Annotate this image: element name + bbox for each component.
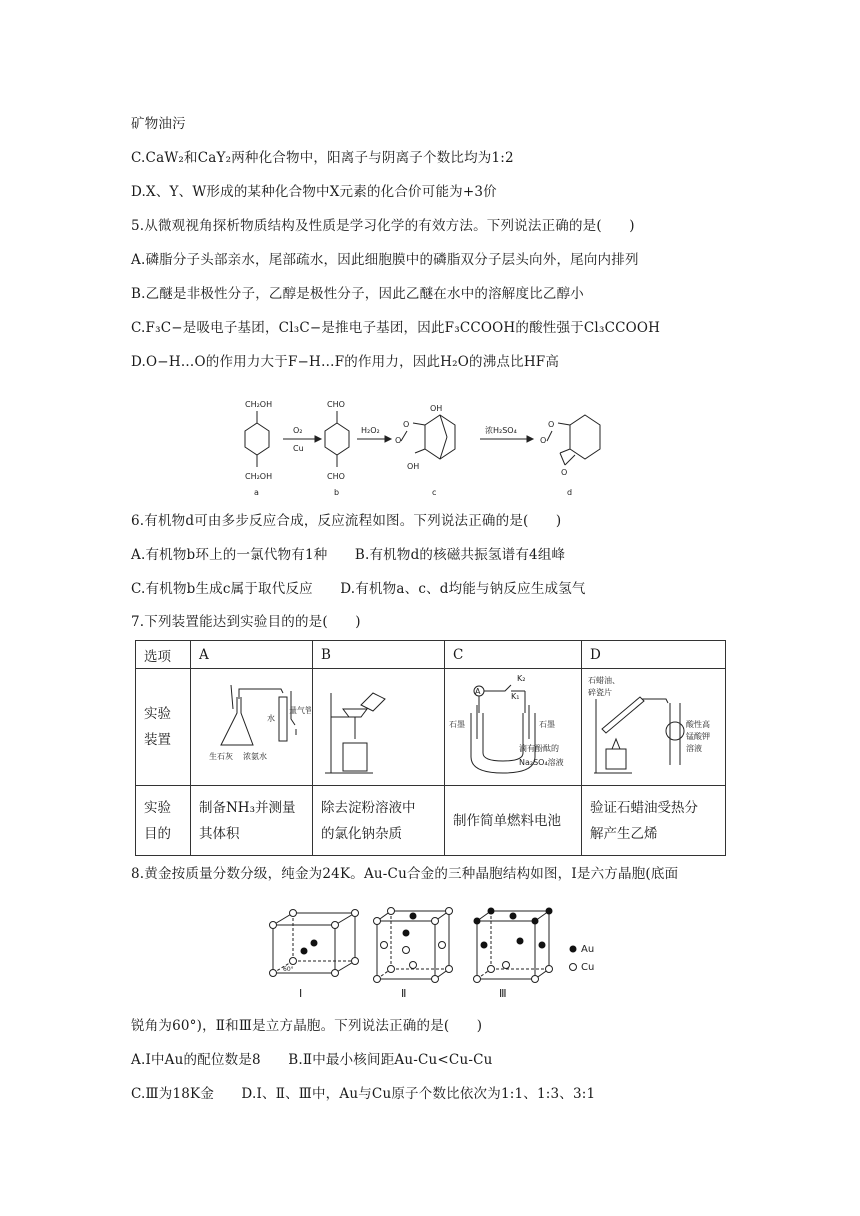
cell-label-2: Ⅱ (401, 987, 407, 1000)
apparatus-d (582, 669, 726, 786)
table-row (136, 786, 726, 856)
row-label: 实验 装置 (136, 669, 191, 786)
experiment-table (135, 640, 726, 856)
label-oh: OH (407, 462, 420, 471)
question-5: 5.从微观视角探析物质结构及性质是学习化学的有效方法。下列说法正确的是( ) (131, 218, 635, 234)
q5-option-a: A.磷脂分子头部亲水，尾部疏水，因此细胞膜中的磷脂双分子层头向外，尾向内排列 (131, 252, 639, 268)
table-header: A (191, 641, 313, 669)
label-o: O (395, 436, 402, 445)
label-b: b (334, 488, 340, 497)
label-d: d (567, 488, 573, 497)
table-header: C (445, 641, 582, 669)
label-ammonia: 浓氨水 (243, 752, 267, 761)
label-o: O (540, 436, 547, 445)
label-kmno4: 锰酸钾 (686, 732, 710, 741)
purpose-c: 制作简单燃料电池 (445, 786, 582, 856)
label-a: a (254, 488, 259, 497)
label-porcelain-chips: 碎瓷片 (588, 688, 612, 697)
row-label: 实验 目的 (136, 786, 191, 856)
option-c: C.CaW₂和CaY₂两种化合物中，阳离子与阴离子个数比均为1:2 (131, 150, 514, 166)
table-header-row (136, 641, 726, 669)
legend-au: Au (581, 944, 595, 955)
purpose-a: 制备NH₃并测量 其体积 (191, 786, 313, 856)
q8-continuation: 锐角为60°)，Ⅱ和Ⅲ是立方晶胞。下列说法正确的是( ) (131, 1018, 483, 1034)
label-cho: CHO (327, 400, 345, 409)
purpose-d: 验证石蜡油受热分 解产生乙烯 (582, 786, 726, 856)
table-header: B (313, 641, 445, 669)
label-cho: CHO (327, 472, 345, 481)
q6-options-ab: A.有机物b环上的一氯代物有1种 B.有机物d的核磁共振氢谱有4组峰 (131, 547, 566, 563)
text-line: 矿物油污 (131, 116, 186, 132)
label-cu: Cu (293, 444, 304, 453)
label-c: c (432, 488, 437, 497)
label-oh: OH (430, 404, 443, 413)
label-kmno4: 酸性高 (686, 720, 710, 729)
label-lime: 生石灰 (209, 752, 233, 761)
q5-option-b: B.乙醚是非极性分子，乙醇是极性分子，因此乙醚在水中的溶解度比乙醇小 (131, 286, 585, 302)
table-header: D (582, 641, 726, 669)
label-k1: K₁ (511, 692, 520, 701)
label-paraffin: 石蜡油、 (588, 676, 620, 685)
apparatus-a (191, 669, 313, 786)
table-header: 选项 (136, 641, 191, 669)
apparatus-c (445, 669, 582, 786)
question-7: 7.下列装置能达到实验目的的是( ) (131, 614, 361, 630)
q5-option-d: D.O−H…O的作用力大于F−H…F的作用力，因此H₂O的沸点比HF高 (131, 354, 560, 370)
q5-option-c: C.F₃C−是吸电子基团，Cl₃C−是推电子基团，因此F₃CCOOH的酸性强于Cl₃CCOOH (131, 320, 661, 336)
label-o: O (403, 420, 410, 429)
label-k2: K₂ (517, 674, 526, 683)
label-ch2oh: CH₂OH (245, 472, 273, 481)
label-ammeter: A (475, 687, 481, 696)
label-h2o2: H₂O₂ (361, 426, 380, 435)
label-o: O (548, 420, 555, 429)
question-8: 8.黄金按质量分数分级，纯金为24K。Au-Cu合金的三种晶胞结构如图，Ⅰ是六方晶胞(底面 (131, 866, 679, 882)
label-gas-tube: 量气管 (289, 706, 311, 715)
table-row (136, 669, 726, 786)
q6-options-cd: C.有机物b生成c属于取代反应 D.有机物a、c、d均能与钠反应生成氢气 (131, 581, 586, 597)
label-kmno4: 溶液 (686, 744, 702, 753)
label-o: O (561, 468, 568, 477)
purpose-b: 除去淀粉溶液中 的氯化钠杂质 (313, 786, 445, 856)
label-graphite-left: 石墨 (449, 720, 465, 729)
label-angle: 60° (283, 966, 294, 973)
label-ch2oh: CH₂OH (245, 400, 273, 409)
crystal-cells-figure (265, 905, 605, 1005)
reaction-scheme (235, 395, 625, 503)
label-solution: Na₂SO₄溶液 (519, 758, 564, 767)
cell-label-1: Ⅰ (299, 987, 303, 1000)
cell-label-3: Ⅲ (499, 987, 507, 1000)
question-6: 6.有机物d可由多步反应合成，反应流程如图。下列说法正确的是( ) (131, 513, 562, 529)
option-d: D.X、Y、W形成的某种化合物中X元素的化合价可能为+3价 (131, 184, 497, 200)
label-graphite-right: 石墨 (539, 720, 555, 729)
apparatus-b (313, 669, 445, 786)
q8-options-cd: C.Ⅲ为18K金 D.Ⅰ、Ⅱ、Ⅲ中，Au与Cu原子个数比依次为1:1、1:3、3:1 (131, 1086, 596, 1102)
label-h2so4: 浓H₂SO₄ (485, 426, 517, 435)
legend-cu: Cu (581, 962, 595, 973)
label-o2: O₂ (293, 426, 303, 435)
label-solution: 滴有酚酞的 (519, 744, 559, 753)
q8-options-ab: A.Ⅰ中Au的配位数是8 B.Ⅱ中最小核间距Au-Cu<Cu-Cu (131, 1052, 493, 1068)
label-water: 水 (267, 714, 275, 723)
